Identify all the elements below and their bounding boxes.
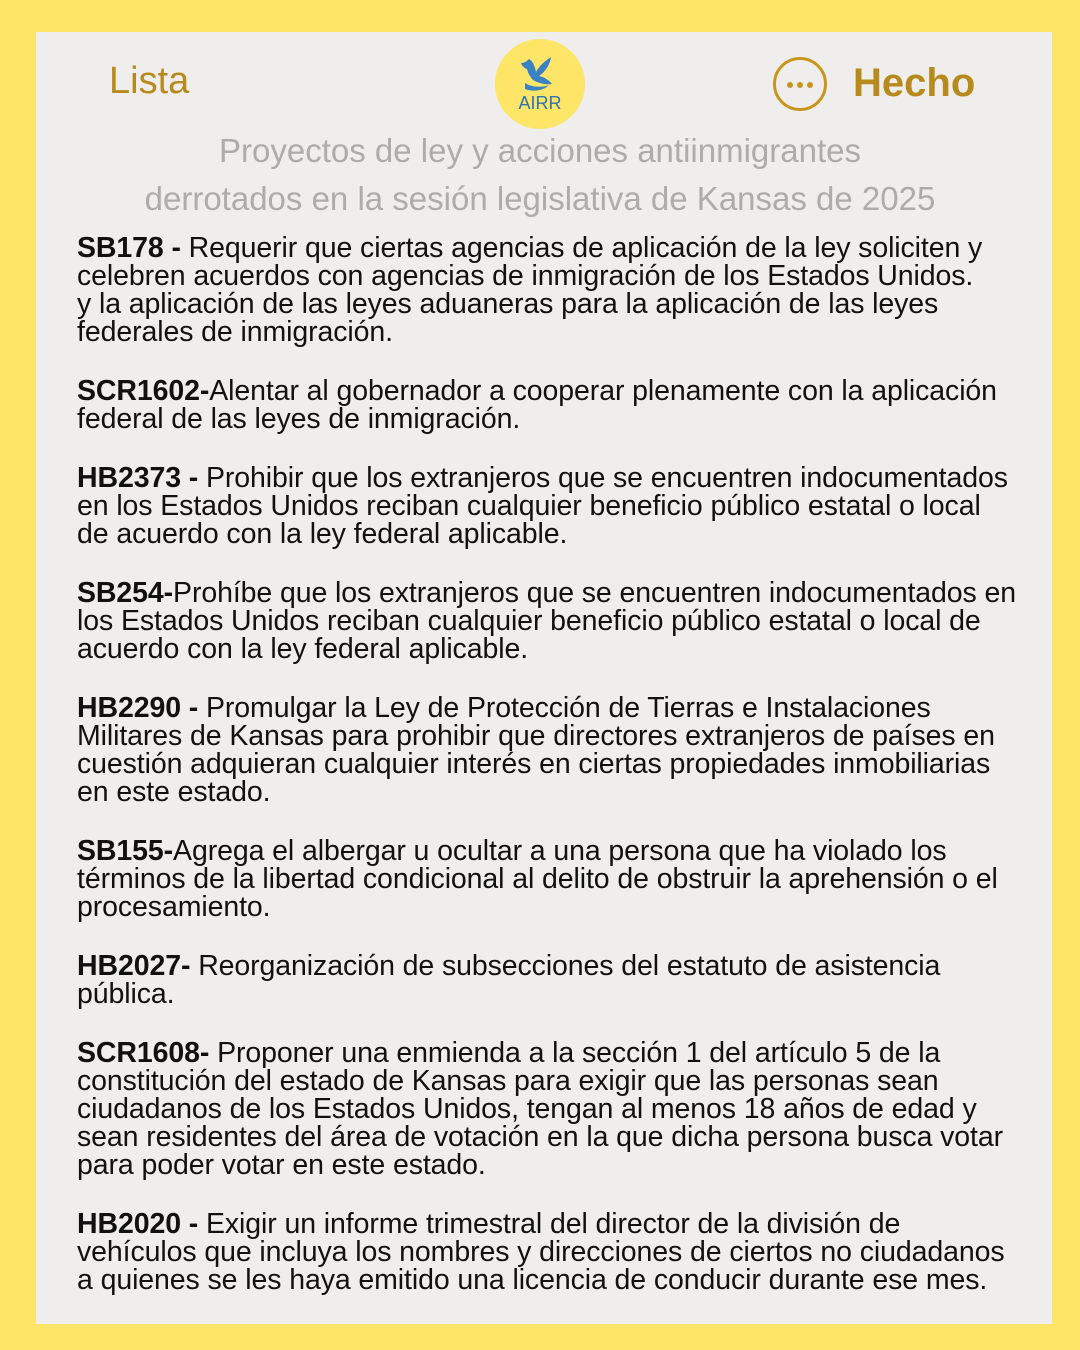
more-options-icon[interactable] [773,57,827,111]
bill-code: SB254- [77,577,174,609]
title-line-1: Proyectos de ley y acciones antiinmigrantes [219,132,861,169]
bill-item [77,694,1017,806]
bill-code: HB2290 - [77,692,206,724]
airr-logo [495,39,585,129]
bill-item [77,234,1017,346]
bill-description: Prohibir que los extranjeros que se encuentren indocumentados en los Estados Unidos reciban cualquier beneficio público estatal o local de acuerdo con la ley federal aplicable. [77,462,1008,550]
bill-item [77,377,1017,433]
title-line-2: derrotados en la sesión legislativa de Kansas de 2025 [144,180,936,217]
bill-description-continued: y la aplicación de las leyes aduaneras para la aplicación de las leyes federales de inmigración. [77,288,939,348]
list-button[interactable]: Lista [109,60,190,102]
bill-code: SB155- [77,835,174,867]
bill-description: Agrega el albergar u ocultar a una persona que ha violado los términos de la libertad condicional al delito de obstruir la aprehensión o el procesamiento. [77,835,998,923]
bill-item [77,1210,1017,1294]
bill-description: Prohíbe que los extranjeros que se encuentren indocumentados en los Estados Unidos reciban cualquier beneficio público estatal o local de acuerdo con la ley federal aplicable. [77,577,1016,665]
bill-list [77,234,1017,1325]
bill-description: Reorganización de subsecciones del estatuto de asistencia pública. [77,950,941,1010]
bill-item [77,952,1017,1008]
bill-code: SCR1608- [77,1037,218,1069]
bill-item [77,464,1017,548]
bill-description: Promulgar la Ley de Protección de Tierras e Instalaciones Militares de Kansas para prohibir que directores extranjeros de países en cuestión adquieran cualquier interés en ciertas propiedades inmobiliarias en este estado. [77,692,995,808]
bill-description: Exigir un informe trimestral del director de la división de vehículos que incluya los nombres y direcciones de ciertos no ciudadanos a quienes se les haya emitido una licencia de conducir durante ese mes. [77,1208,1005,1296]
bill-description: Alentar al gobernador a cooperar plenamente con la aplicación federal de las leyes de inmigración. [77,375,997,435]
dove-icon [495,39,585,129]
bill-code: HB2027- [77,950,199,982]
bill-item [77,1039,1017,1179]
done-button[interactable]: Hecho [853,61,976,105]
bill-description: Requerir que ciertas agencias de aplicación de la ley soliciten y celebren acuerdos con agencias de inmigración de los Estados Unidos. [77,232,983,292]
bill-item [77,837,1017,921]
bill-code: HB2373 - [77,462,206,494]
bill-description: Proponer una enmienda a la sección 1 del artículo 5 de la constitución del estado de Kansas para exigir que las personas sean ciudadanos de los Estados Unidos, tengan al menos 18 años de edad y sean residentes del área de votación en la que dicha persona busca votar para poder votar en este estado. [77,1037,1004,1181]
page-title [36,127,1044,223]
bill-code: SCR1602- [77,375,210,407]
bill-item [77,579,1017,663]
bill-code: SB178 - [77,232,189,264]
logo-text: AIRR [518,93,562,113]
bill-code: HB2020 - [77,1208,206,1240]
